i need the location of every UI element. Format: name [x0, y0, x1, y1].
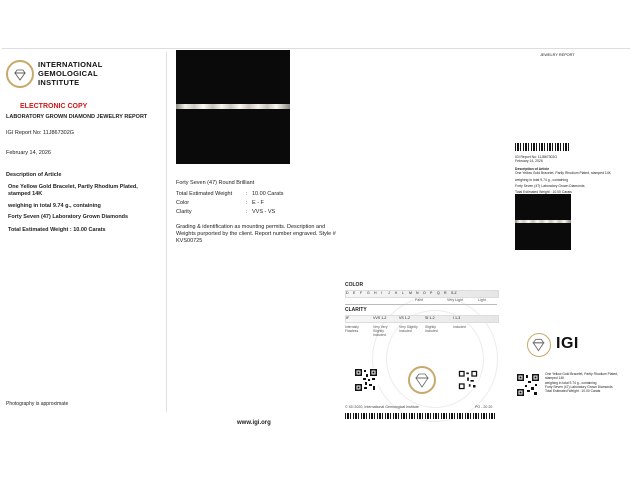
mini-report-header: JEWELRY REPORT	[540, 53, 575, 57]
article-stones: Forty Seven (47) Laboratory Grown Diamonds	[8, 214, 129, 220]
details-title: Forty Seven (47) Round Brilliant	[176, 180, 255, 186]
clarity-word: Included	[453, 325, 466, 329]
color-grade: L	[402, 291, 404, 295]
mini-article-heading: Description of Article	[515, 166, 550, 171]
mini-bottom-line: Total Estimated Weight : 10.00 Carats	[545, 389, 601, 394]
mini-article-description: One Yellow Gold Bracelet, Partly Rhodium Plated, stamped 14K	[515, 171, 611, 176]
clarity-grade: VVS 1-2	[373, 316, 387, 320]
color-grade: O	[423, 291, 426, 295]
color-grade: P	[430, 291, 433, 295]
color-grade: J	[388, 291, 390, 295]
mini-report-date: February 14, 2026	[515, 159, 543, 164]
igi-logo-icon	[6, 60, 34, 88]
details-label: Total Estimated Weight	[176, 191, 233, 197]
article-weight: weighing in total 9.74 g., containing	[8, 203, 101, 209]
institute-line: INTERNATIONAL	[38, 60, 103, 69]
color-grade: R	[444, 291, 447, 295]
institute-line: GEMOLOGICAL	[38, 69, 98, 78]
institute-line: INSTITUTE	[38, 78, 80, 87]
color-grade: F	[360, 291, 363, 295]
report-type: LABORATORY GROWN DIAMOND JEWELRY REPORT	[6, 114, 148, 120]
clarity-grade: IF	[346, 316, 350, 320]
clarity-grade-row	[345, 315, 497, 322]
mini-bottom-text	[545, 372, 627, 393]
clarity-word: Very Very Slightly Included	[373, 325, 388, 338]
electronic-copy-label: ELECTRONIC COPY	[20, 103, 88, 110]
details-sep: :	[246, 191, 248, 197]
mini-article-stones: Forty Seven (47) Laboratory Grown Diamonds	[515, 184, 585, 189]
clarity-grade: I 1-3	[453, 316, 461, 320]
color-scale-heading: COLOR	[345, 282, 364, 288]
form-code: PO - 20 20	[475, 405, 493, 409]
clarity-scale-heading: CLARITY	[345, 307, 367, 313]
mini-bracelet-image	[515, 220, 571, 223]
mini-qr-code-icon[interactable]	[516, 373, 540, 397]
copyright-text: © IGI 2020, International Gemological Institute	[345, 405, 419, 409]
report-number: IGI Report No: 11J867302G	[6, 130, 75, 136]
details-label: Color	[176, 200, 190, 206]
bracelet-image	[176, 104, 290, 109]
details-value: E - F	[252, 200, 264, 206]
mini-bottom-line: Forty Seven (47) Laboratory Grown Diamonds	[545, 384, 613, 389]
bracelet-photo	[176, 50, 290, 164]
scale-divider	[345, 304, 497, 305]
clarity-word: Slightly Included	[425, 325, 438, 334]
article-total-weight: Total Estimated Weight : 10.00 Carats	[8, 227, 106, 233]
color-grade: K	[395, 291, 398, 295]
details-label: Clarity	[176, 209, 192, 215]
clarity-word: Very Slightly Included	[399, 325, 418, 334]
photo-note: Photography is approximate	[6, 401, 69, 407]
color-grade: I	[381, 291, 382, 295]
clarity-word: Internally Flawless	[345, 325, 359, 334]
color-grade: N	[416, 291, 419, 295]
clarity-grade: SI 1-2	[425, 316, 435, 320]
color-word: Very Light	[447, 298, 463, 302]
mini-article-weight: weighing in total 9.74 g., containing	[515, 177, 568, 182]
mini-bottom-line: One Yellow Gold Bracelet, Partly Rhodium Plated,	[545, 372, 618, 376]
mini-brand-mark: IGI	[556, 335, 579, 352]
mini-bracelet-photo	[515, 194, 571, 250]
article-heading: Description of Article	[6, 172, 62, 178]
clarity-grade: VS 1-2	[399, 316, 410, 320]
details-sep: :	[246, 209, 248, 215]
color-grade: G	[367, 291, 370, 295]
details-value: VVS - VS	[252, 209, 276, 215]
color-grade: D	[346, 291, 349, 295]
details-value: 10.00 Carats	[252, 191, 284, 197]
mini-bottom-line: weighing in total 9.74 g., containing	[545, 380, 597, 385]
color-word: Faint	[415, 298, 423, 302]
top-border	[2, 48, 630, 49]
color-grade: M	[409, 291, 412, 295]
clarity-word-row	[345, 325, 497, 339]
color-grade: S-Z	[451, 291, 457, 295]
igi-seal-icon	[408, 366, 436, 394]
color-grade-row	[345, 290, 497, 297]
details-sep: :	[246, 200, 248, 206]
qr-code-icon[interactable]	[458, 370, 478, 390]
institute-name	[38, 60, 103, 87]
column-divider	[166, 52, 167, 412]
color-word: Light	[478, 298, 486, 302]
website-link[interactable]: www.igi.org	[237, 420, 271, 426]
mini-bottom-line: stamped 14K	[545, 376, 565, 381]
mini-igi-logo-icon	[527, 333, 551, 357]
color-grade: H	[374, 291, 377, 295]
mini-article-total-weight: Total Estimated Weight : 10.00 Carats	[515, 190, 572, 195]
qr-code-icon[interactable]	[354, 368, 378, 392]
bottom-barcode	[345, 413, 497, 419]
mini-barcode	[515, 143, 571, 151]
color-grade: Q	[437, 291, 440, 295]
mini-report-body	[515, 155, 619, 195]
report-date: February 14, 2026	[6, 150, 51, 156]
color-grade: E	[353, 291, 356, 295]
article-description: One Yellow Gold Bracelet, Partly Rhodium Plated, stamped 14K	[8, 184, 138, 197]
details-comments: Grading & identification as mounting permits. Description and Weights purported by the client. Report number engraved. Style # KVS00725	[176, 224, 336, 244]
mini-report-number: IGI Report No: 11J867302G	[515, 155, 557, 159]
